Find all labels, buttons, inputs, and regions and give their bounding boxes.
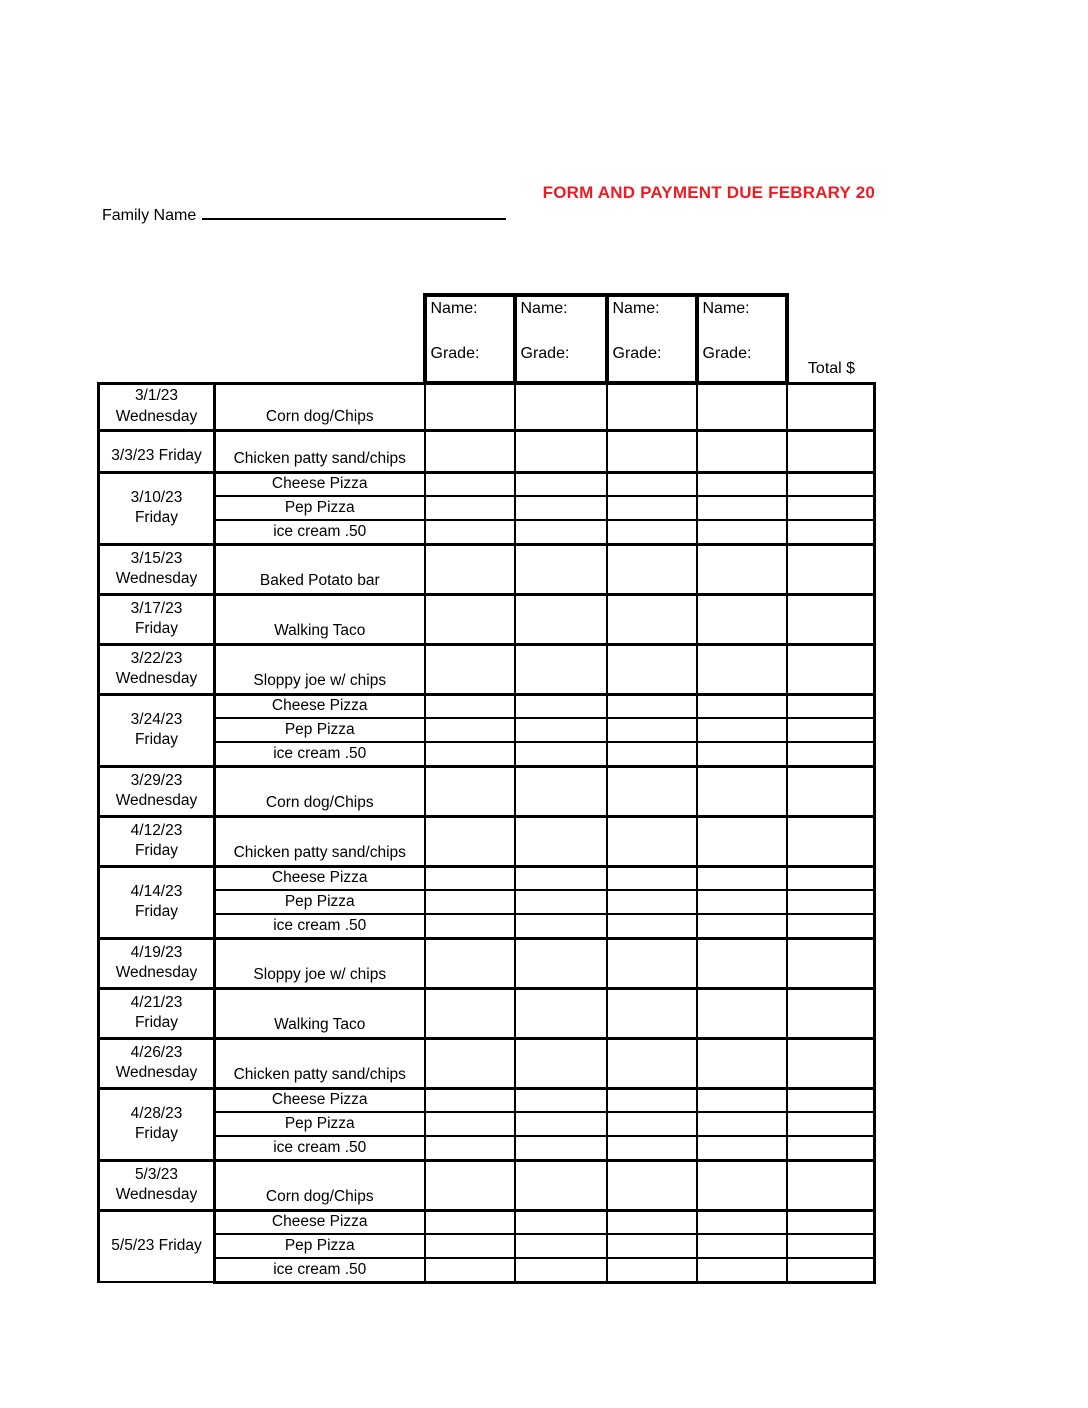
menu-item-cell: ice cream .50 bbox=[215, 520, 425, 544]
order-entry-cell[interactable] bbox=[515, 1112, 607, 1136]
order-entry-cell[interactable] bbox=[607, 766, 697, 816]
menu-item-cell: Walking Taco bbox=[215, 594, 425, 644]
menu-item-cell: ice cream .50 bbox=[215, 1258, 425, 1282]
order-row bbox=[99, 496, 875, 520]
date-line: 3/10/23 bbox=[130, 488, 183, 506]
order-entry-cell[interactable] bbox=[697, 938, 787, 988]
total-entry-cell[interactable] bbox=[787, 816, 875, 866]
total-entry-cell[interactable] bbox=[787, 383, 875, 430]
total-entry-cell[interactable] bbox=[787, 544, 875, 594]
grade-label: Grade: bbox=[612, 345, 662, 362]
total-entry-cell[interactable] bbox=[787, 1112, 875, 1136]
payment-due-notice: FORM AND PAYMENT DUE FEBRARY 20 bbox=[542, 183, 875, 202]
order-entry-cell[interactable] bbox=[607, 742, 697, 766]
date-cell bbox=[99, 594, 215, 644]
order-entry-cell[interactable] bbox=[697, 1160, 787, 1210]
date-line: Friday bbox=[134, 903, 179, 920]
order-entry-cell[interactable] bbox=[515, 520, 607, 544]
menu-item-cell: Chicken patty sand/chips bbox=[215, 1038, 425, 1088]
total-entry-cell[interactable] bbox=[787, 694, 875, 718]
date-cell bbox=[99, 1088, 215, 1160]
order-entry-cell[interactable] bbox=[425, 1038, 515, 1088]
name-label: Name: bbox=[702, 300, 750, 317]
date-line: 4/26/23 bbox=[130, 1043, 183, 1061]
lunch-order-table bbox=[97, 293, 876, 1284]
date-line: 4/28/23 bbox=[130, 1104, 183, 1122]
order-entry-cell[interactable] bbox=[425, 1234, 515, 1258]
order-entry-cell[interactable] bbox=[607, 866, 697, 890]
order-entry-cell[interactable] bbox=[697, 383, 787, 430]
date-line: 3/3/23 Friday bbox=[111, 447, 202, 465]
order-entry-cell[interactable] bbox=[697, 1234, 787, 1258]
menu-item-cell: Sloppy joe w/ chips bbox=[215, 644, 425, 694]
order-entry-cell[interactable] bbox=[607, 890, 697, 914]
menu-item-cell: Corn dog/Chips bbox=[215, 1160, 425, 1210]
order-entry-cell[interactable] bbox=[425, 890, 515, 914]
total-entry-cell[interactable] bbox=[787, 1210, 875, 1234]
order-row bbox=[99, 742, 875, 766]
total-entry-cell[interactable] bbox=[787, 1088, 875, 1112]
menu-item-cell: Pep Pizza bbox=[215, 1234, 425, 1258]
total-entry-cell[interactable] bbox=[787, 866, 875, 890]
order-entry-cell[interactable] bbox=[697, 496, 787, 520]
order-entry-cell[interactable] bbox=[425, 594, 515, 644]
order-entry-cell[interactable] bbox=[607, 383, 697, 430]
date-cell bbox=[99, 988, 215, 1038]
order-entry-cell[interactable] bbox=[515, 988, 607, 1038]
menu-item-cell: Pep Pizza bbox=[215, 890, 425, 914]
order-entry-cell[interactable] bbox=[515, 1234, 607, 1258]
date-line: 3/15/23 bbox=[130, 549, 183, 567]
student-2-name-grade-cell[interactable] bbox=[515, 295, 607, 383]
date-line: 3/24/23 bbox=[130, 710, 183, 728]
order-row bbox=[99, 430, 875, 472]
total-entry-cell[interactable] bbox=[787, 766, 875, 816]
date-line: Wednesday bbox=[115, 570, 198, 587]
order-entry-cell[interactable] bbox=[607, 816, 697, 866]
order-entry-cell[interactable] bbox=[425, 1136, 515, 1160]
order-entry-cell[interactable] bbox=[515, 816, 607, 866]
order-row bbox=[99, 383, 875, 430]
table-header-row bbox=[99, 295, 875, 383]
date-line: Wednesday bbox=[115, 670, 198, 687]
order-entry-cell[interactable] bbox=[515, 472, 607, 496]
menu-item-cell: Corn dog/Chips bbox=[215, 766, 425, 816]
order-entry-cell[interactable] bbox=[425, 1210, 515, 1234]
menu-item-cell: Cheese Pizza bbox=[215, 1210, 425, 1234]
menu-item-cell: Corn dog/Chips bbox=[215, 383, 425, 430]
order-entry-cell[interactable] bbox=[607, 1112, 697, 1136]
order-row bbox=[99, 694, 875, 718]
date-line: Wednesday bbox=[115, 792, 198, 809]
date-line: Friday bbox=[134, 509, 179, 526]
date-line: Wednesday bbox=[115, 407, 198, 425]
order-entry-cell[interactable] bbox=[607, 1160, 697, 1210]
order-row bbox=[99, 1258, 875, 1282]
total-entry-cell[interactable] bbox=[787, 938, 875, 988]
order-entry-cell[interactable] bbox=[697, 1112, 787, 1136]
menu-item-cell: Chicken patty sand/chips bbox=[215, 430, 425, 472]
order-entry-cell[interactable] bbox=[607, 1234, 697, 1258]
order-entry-cell[interactable] bbox=[425, 694, 515, 718]
order-entry-cell[interactable] bbox=[425, 816, 515, 866]
order-entry-cell[interactable] bbox=[697, 766, 787, 816]
order-row bbox=[99, 1112, 875, 1136]
menu-item-cell: Baked Potato bar bbox=[215, 544, 425, 594]
date-line: Friday bbox=[134, 1014, 179, 1031]
order-entry-cell[interactable] bbox=[515, 866, 607, 890]
order-row bbox=[99, 520, 875, 544]
order-entry-cell[interactable] bbox=[425, 544, 515, 594]
order-entry-cell[interactable] bbox=[515, 1088, 607, 1112]
order-entry-cell[interactable] bbox=[607, 694, 697, 718]
date-line: 3/1/23 bbox=[134, 387, 179, 405]
order-entry-cell[interactable] bbox=[697, 472, 787, 496]
order-entry-cell[interactable] bbox=[607, 1038, 697, 1088]
menu-item-cell: Cheese Pizza bbox=[215, 472, 425, 496]
total-entry-cell[interactable] bbox=[787, 1136, 875, 1160]
name-label: Name: bbox=[430, 300, 478, 317]
order-entry-cell[interactable] bbox=[607, 718, 697, 742]
order-entry-cell[interactable] bbox=[425, 430, 515, 472]
order-row bbox=[99, 890, 875, 914]
order-entry-cell[interactable] bbox=[515, 1258, 607, 1282]
order-entry-cell[interactable] bbox=[697, 718, 787, 742]
total-entry-cell[interactable] bbox=[787, 742, 875, 766]
order-entry-cell[interactable] bbox=[697, 816, 787, 866]
order-entry-cell[interactable] bbox=[425, 1258, 515, 1282]
total-entry-cell[interactable] bbox=[787, 988, 875, 1038]
total-entry-cell[interactable] bbox=[787, 472, 875, 496]
total-entry-cell[interactable] bbox=[787, 594, 875, 644]
date-cell bbox=[99, 766, 215, 816]
order-entry-cell[interactable] bbox=[515, 766, 607, 816]
date-cell bbox=[99, 383, 215, 430]
date-cell bbox=[99, 938, 215, 988]
order-entry-cell[interactable] bbox=[425, 718, 515, 742]
order-entry-cell[interactable] bbox=[697, 866, 787, 890]
date-cell bbox=[99, 644, 215, 694]
total-entry-cell[interactable] bbox=[787, 1258, 875, 1282]
order-entry-cell[interactable] bbox=[697, 430, 787, 472]
order-entry-cell[interactable] bbox=[425, 988, 515, 1038]
order-entry-cell[interactable] bbox=[697, 544, 787, 594]
menu-item-cell: Pep Pizza bbox=[215, 1112, 425, 1136]
menu-item-cell: ice cream .50 bbox=[215, 914, 425, 938]
order-row bbox=[99, 594, 875, 644]
order-entry-cell[interactable] bbox=[515, 1038, 607, 1088]
order-row bbox=[99, 1234, 875, 1258]
date-cell bbox=[99, 866, 215, 938]
date-cell bbox=[99, 1210, 215, 1282]
grade-label: Grade: bbox=[520, 345, 570, 362]
date-line: 4/14/23 bbox=[130, 882, 183, 900]
order-entry-cell[interactable] bbox=[515, 594, 607, 644]
order-entry-cell[interactable] bbox=[607, 594, 697, 644]
order-entry-cell[interactable] bbox=[697, 914, 787, 938]
order-entry-cell[interactable] bbox=[697, 1038, 787, 1088]
order-row bbox=[99, 644, 875, 694]
total-entry-cell[interactable] bbox=[787, 1160, 875, 1210]
student-4-name-grade-cell[interactable] bbox=[697, 295, 787, 383]
order-row bbox=[99, 816, 875, 866]
order-entry-cell[interactable] bbox=[607, 988, 697, 1038]
date-line: Wednesday bbox=[115, 1064, 198, 1081]
order-entry-cell[interactable] bbox=[515, 890, 607, 914]
order-entry-cell[interactable] bbox=[515, 430, 607, 472]
date-line: 4/19/23 bbox=[130, 943, 183, 961]
date-line: 4/12/23 bbox=[130, 821, 183, 839]
order-entry-cell[interactable] bbox=[607, 472, 697, 496]
date-line: 3/22/23 bbox=[130, 649, 183, 667]
date-cell bbox=[99, 430, 215, 472]
order-entry-cell[interactable] bbox=[515, 544, 607, 594]
order-entry-cell[interactable] bbox=[607, 914, 697, 938]
menu-item-cell: Sloppy joe w/ chips bbox=[215, 938, 425, 988]
menu-item-cell: Cheese Pizza bbox=[215, 866, 425, 890]
order-entry-cell[interactable] bbox=[425, 938, 515, 988]
order-entry-cell[interactable] bbox=[697, 742, 787, 766]
total-entry-cell[interactable] bbox=[787, 718, 875, 742]
date-line: Wednesday bbox=[115, 964, 198, 981]
order-entry-cell[interactable] bbox=[697, 988, 787, 1038]
order-entry-cell[interactable] bbox=[515, 1160, 607, 1210]
menu-item-cell: Cheese Pizza bbox=[215, 694, 425, 718]
order-entry-cell[interactable] bbox=[425, 1088, 515, 1112]
order-entry-cell[interactable] bbox=[607, 1258, 697, 1282]
date-cell bbox=[99, 694, 215, 766]
menu-item-cell: Pep Pizza bbox=[215, 496, 425, 520]
menu-item-cell: Cheese Pizza bbox=[215, 1088, 425, 1112]
family-name-label: Family Name bbox=[102, 207, 197, 224]
order-entry-cell[interactable] bbox=[425, 866, 515, 890]
order-entry-cell[interactable] bbox=[425, 914, 515, 938]
date-cell bbox=[99, 1160, 215, 1210]
order-row bbox=[99, 1210, 875, 1234]
order-row bbox=[99, 988, 875, 1038]
family-name-row bbox=[102, 204, 506, 225]
order-entry-cell[interactable] bbox=[697, 520, 787, 544]
order-entry-cell[interactable] bbox=[425, 1160, 515, 1210]
grade-label: Grade: bbox=[702, 345, 752, 362]
total-entry-cell[interactable] bbox=[787, 914, 875, 938]
order-row bbox=[99, 914, 875, 938]
student-3-name-grade-cell[interactable] bbox=[607, 295, 697, 383]
order-entry-cell[interactable] bbox=[515, 383, 607, 430]
menu-item-cell: ice cream .50 bbox=[215, 742, 425, 766]
date-line: Friday bbox=[134, 620, 179, 637]
date-line: 5/5/23 Friday bbox=[111, 1237, 202, 1255]
order-row bbox=[99, 766, 875, 816]
family-name-input-line[interactable] bbox=[202, 204, 506, 220]
order-entry-cell[interactable] bbox=[425, 496, 515, 520]
order-entry-cell[interactable] bbox=[515, 496, 607, 520]
order-row bbox=[99, 866, 875, 890]
total-entry-cell[interactable] bbox=[787, 1234, 875, 1258]
order-entry-cell[interactable] bbox=[697, 644, 787, 694]
order-entry-cell[interactable] bbox=[515, 914, 607, 938]
order-entry-cell[interactable] bbox=[425, 383, 515, 430]
date-line: 3/17/23 bbox=[130, 599, 183, 617]
order-row bbox=[99, 544, 875, 594]
order-entry-cell[interactable] bbox=[697, 594, 787, 644]
order-entry-cell[interactable] bbox=[607, 1210, 697, 1234]
order-entry-cell[interactable] bbox=[425, 520, 515, 544]
order-entry-cell[interactable] bbox=[607, 1088, 697, 1112]
order-entry-cell[interactable] bbox=[607, 520, 697, 544]
date-line: Wednesday bbox=[115, 1186, 198, 1203]
order-entry-cell[interactable] bbox=[697, 1210, 787, 1234]
order-entry-cell[interactable] bbox=[425, 1112, 515, 1136]
menu-item-cell: Pep Pizza bbox=[215, 718, 425, 742]
order-row bbox=[99, 938, 875, 988]
header-blank-cell bbox=[99, 295, 425, 383]
order-entry-cell[interactable] bbox=[607, 544, 697, 594]
order-entry-cell[interactable] bbox=[425, 472, 515, 496]
date-cell bbox=[99, 1038, 215, 1088]
menu-item-cell: Chicken patty sand/chips bbox=[215, 816, 425, 866]
order-row bbox=[99, 718, 875, 742]
date-line: Friday bbox=[134, 842, 179, 859]
order-entry-cell[interactable] bbox=[607, 430, 697, 472]
menu-item-cell: Walking Taco bbox=[215, 988, 425, 1038]
date-line: Friday bbox=[134, 1125, 179, 1142]
order-entry-cell[interactable] bbox=[515, 644, 607, 694]
name-label: Name: bbox=[520, 300, 568, 317]
order-entry-cell[interactable] bbox=[515, 742, 607, 766]
order-entry-cell[interactable] bbox=[425, 644, 515, 694]
total-column-header: Total $ bbox=[807, 359, 856, 377]
order-entry-cell[interactable] bbox=[515, 938, 607, 988]
total-entry-cell[interactable] bbox=[787, 644, 875, 694]
total-entry-cell[interactable] bbox=[787, 496, 875, 520]
menu-item-cell: ice cream .50 bbox=[215, 1136, 425, 1160]
order-entry-cell[interactable] bbox=[607, 644, 697, 694]
date-line: Friday bbox=[134, 731, 179, 748]
grade-label: Grade: bbox=[430, 345, 480, 362]
order-entry-cell[interactable] bbox=[515, 1210, 607, 1234]
order-row bbox=[99, 1160, 875, 1210]
order-entry-cell[interactable] bbox=[697, 890, 787, 914]
order-row bbox=[99, 472, 875, 496]
order-entry-cell[interactable] bbox=[515, 1136, 607, 1160]
order-entry-cell[interactable] bbox=[425, 766, 515, 816]
date-cell bbox=[99, 472, 215, 544]
total-entry-cell[interactable] bbox=[787, 520, 875, 544]
order-entry-cell[interactable] bbox=[607, 1136, 697, 1160]
name-label: Name: bbox=[612, 300, 660, 317]
order-entry-cell[interactable] bbox=[607, 938, 697, 988]
order-entry-cell[interactable] bbox=[425, 742, 515, 766]
order-entry-cell[interactable] bbox=[697, 1258, 787, 1282]
order-entry-cell[interactable] bbox=[697, 1136, 787, 1160]
total-entry-cell[interactable] bbox=[787, 1038, 875, 1088]
date-line: 4/21/23 bbox=[130, 993, 183, 1011]
student-1-name-grade-cell[interactable] bbox=[425, 295, 515, 383]
date-cell bbox=[99, 544, 215, 594]
order-entry-cell[interactable] bbox=[697, 1088, 787, 1112]
total-entry-cell[interactable] bbox=[787, 430, 875, 472]
date-cell bbox=[99, 816, 215, 866]
order-row bbox=[99, 1088, 875, 1112]
order-entry-cell[interactable] bbox=[515, 718, 607, 742]
total-entry-cell[interactable] bbox=[787, 890, 875, 914]
order-row bbox=[99, 1038, 875, 1088]
date-line: 5/3/23 bbox=[134, 1165, 179, 1183]
date-line: 3/29/23 bbox=[130, 771, 183, 789]
order-row bbox=[99, 1136, 875, 1160]
order-entry-cell[interactable] bbox=[697, 694, 787, 718]
order-entry-cell[interactable] bbox=[607, 496, 697, 520]
order-entry-cell[interactable] bbox=[515, 694, 607, 718]
